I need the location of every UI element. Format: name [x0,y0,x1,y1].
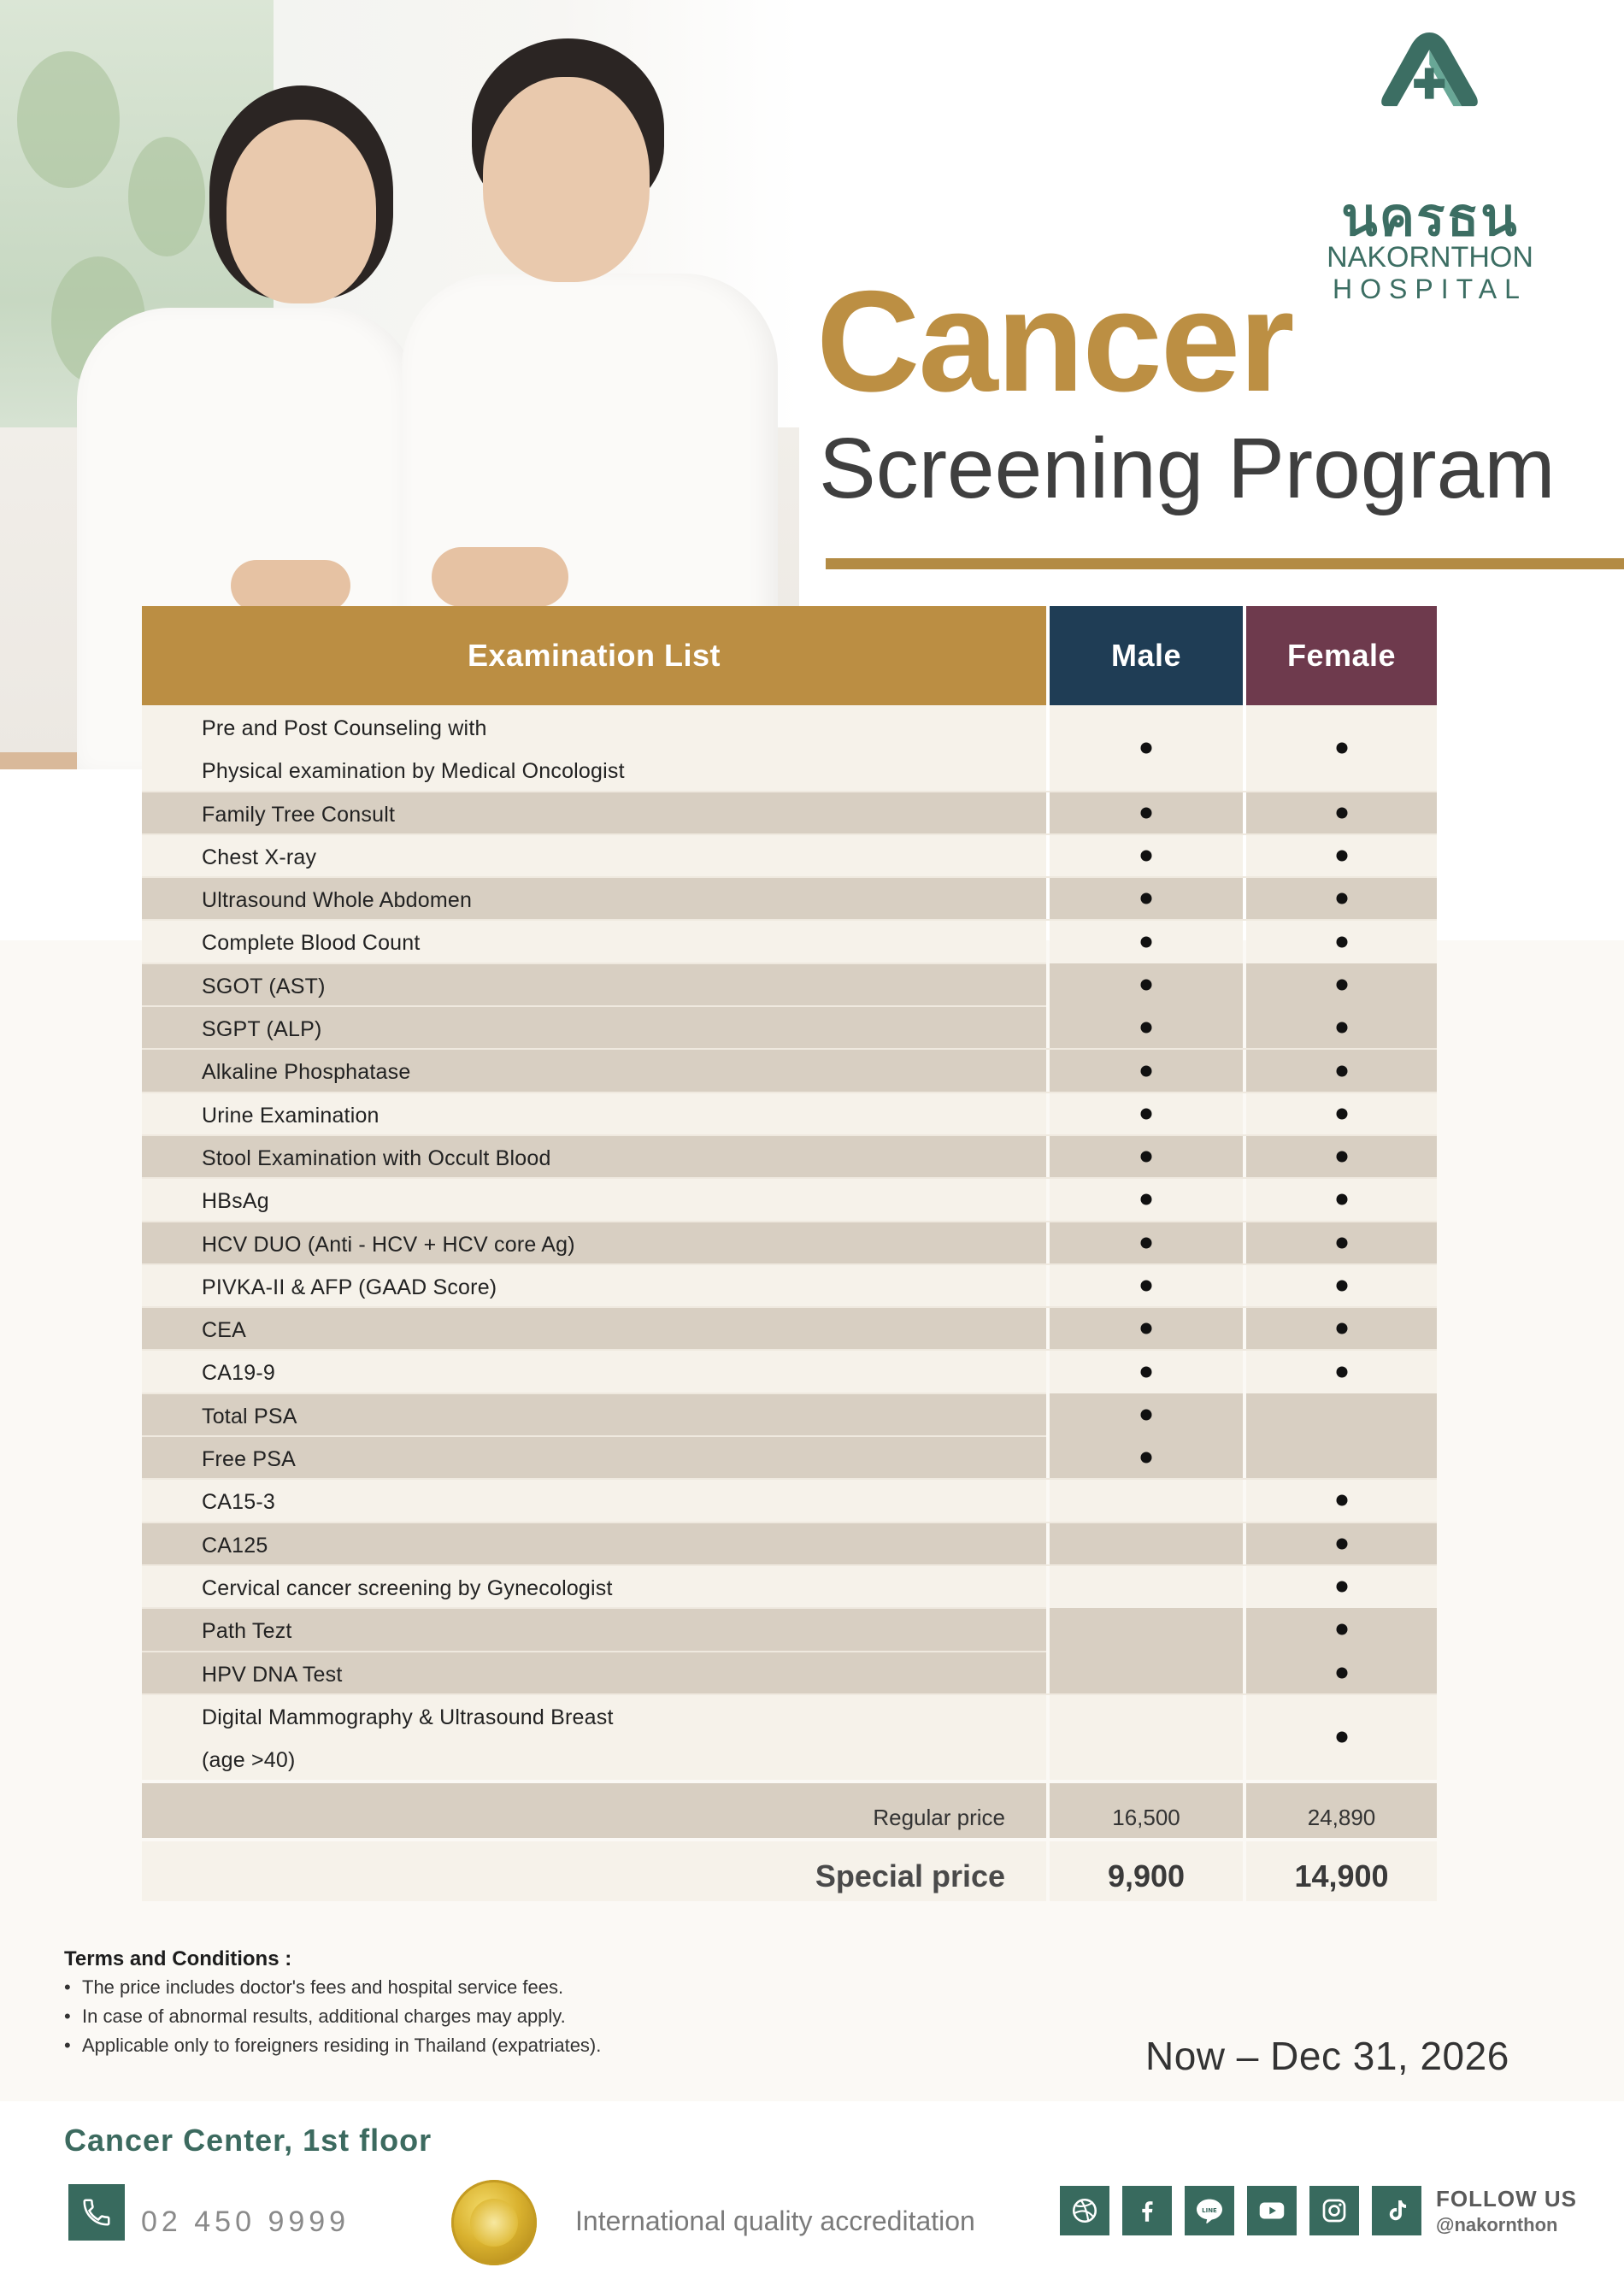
male-cell [1050,1522,1243,1565]
exam-name: CEA [202,1318,247,1343]
male-cell [1050,1264,1243,1307]
special-price-label: Special price [815,1858,1005,1894]
male-included-dot [1141,1409,1152,1420]
female-included-dot [1336,1194,1347,1205]
exam-name-cell [142,877,1046,920]
male-cell [1050,920,1243,963]
male-cell [1050,705,1243,792]
female-cell [1246,1135,1437,1178]
exam-name-cell [142,1178,1046,1221]
exam-name: Urine Examination [202,1103,380,1128]
exam-name-cell [142,1608,1046,1651]
row-divider [142,1306,1437,1308]
exam-name-cell [142,920,1046,963]
exam-name-cell [142,1006,1046,1049]
table-row [142,1135,1437,1178]
female-included-dot [1336,979,1347,990]
exam-name: Physical examination by Medical Oncologist [202,759,625,783]
phone-icon[interactable] [68,2184,125,2241]
male-cell [1050,834,1243,877]
male-cell [1050,1135,1243,1178]
table-row [142,877,1437,920]
male-cell [1050,1565,1243,1608]
page-title: Cancer [816,261,1293,421]
male-included-dot [1141,979,1152,990]
male-cell [1050,1092,1243,1135]
female-included-dot [1336,1151,1347,1163]
female-cell [1246,1178,1437,1221]
exam-name-cell [142,1264,1046,1307]
table-row [142,1522,1437,1565]
table-header [142,606,1437,705]
exam-name: Family Tree Consult [202,802,396,827]
svg-text:LINE: LINE [1202,2207,1217,2215]
instagram-icon[interactable] [1309,2186,1359,2235]
row-divider [142,876,1437,878]
female-cell [1246,1522,1437,1565]
terms-item: • Applicable only to foreigners residing in Thailand (expatriates). [64,2035,602,2056]
regular-price-female: 24,890 [1307,1805,1376,1831]
table-row [142,792,1437,834]
row-divider [142,1651,1046,1652]
regular-price-male: 16,500 [1112,1805,1180,1831]
exam-name: HBsAg [202,1189,269,1214]
male-cell [1050,1608,1243,1651]
male-cell [1050,1307,1243,1350]
female-cell [1246,1436,1437,1479]
header-examination-list: Examination List [142,606,1046,705]
exam-name-cell [142,1393,1046,1436]
female-included-dot [1336,1022,1347,1034]
table-row [142,1479,1437,1522]
male-included-dot [1141,1323,1152,1334]
table-row [142,705,1437,792]
exam-name-cell [142,705,1046,792]
female-included-dot [1336,1581,1347,1593]
row-divider [142,1393,1046,1394]
table-row [142,920,1437,963]
male-included-dot [1141,1108,1152,1119]
exam-name-cell [142,1222,1046,1264]
row-divider [142,1478,1437,1480]
female-included-dot [1336,1624,1347,1635]
accreditation-label: International quality accreditation [575,2206,975,2236]
male-included-dot [1141,1151,1152,1163]
row-divider [142,1607,1046,1609]
female-included-dot [1336,1495,1347,1506]
male-included-dot [1141,936,1152,947]
header-female: Female [1246,606,1437,705]
row-divider [142,791,1437,792]
male-included-dot [1141,1452,1152,1464]
exam-name-cell [142,1565,1046,1608]
male-included-dot [1141,743,1152,754]
female-cell [1246,1479,1437,1522]
exam-name: HPV DNA Test [202,1662,343,1687]
female-included-dot [1336,807,1347,818]
male-included-dot [1141,1065,1152,1076]
exam-name: CA19-9 [202,1361,275,1386]
row-divider [142,963,1046,964]
row-divider [142,1349,1437,1351]
terms-item: • The price includes doctor's fees and hospital service fees. [64,1976,564,1998]
page-subtitle: Screening Program [819,421,1556,516]
female-included-dot [1336,1065,1347,1076]
special-price-female: 14,900 [1294,1858,1389,1894]
female-cell [1246,705,1437,792]
female-cell [1246,834,1437,877]
terms-item: • In case of abnormal results, additional charges may apply. [64,2005,566,2027]
male-included-dot [1141,1194,1152,1205]
exam-name-cell [142,1436,1046,1479]
female-cell [1246,1222,1437,1264]
table-row [142,1565,1437,1608]
exam-name-cell [142,1652,1046,1694]
male-included-dot [1141,893,1152,904]
row-divider [142,1693,1437,1695]
phone-number[interactable]: 02 450 9999 [141,2206,350,2238]
regular-price-row [142,1783,1437,1838]
exam-name: Pre and Post Counseling with [202,716,487,740]
hospital-logo-icon [1338,32,1521,178]
exam-name-cell [142,834,1046,877]
female-cell [1246,1652,1437,1694]
female-included-dot [1336,1538,1347,1549]
title-divider [826,558,1624,569]
follow-us-label: FOLLOW US [1436,2186,1577,2211]
table-row [142,1436,1437,1479]
row-divider [142,919,1437,921]
female-cell [1246,1565,1437,1608]
male-cell [1050,1178,1243,1221]
male-cell [1050,1049,1243,1092]
exam-name-cell [142,963,1046,1006]
exam-name: SGOT (AST) [202,974,326,998]
exam-name: PIVKA-II & AFP (GAAD Score) [202,1275,497,1299]
youtube-icon[interactable] [1247,2186,1297,2235]
female-cell [1246,920,1437,963]
logo-name-line1: NAKORNTHON [1327,241,1533,274]
female-cell [1246,1350,1437,1393]
exam-name: Ultrasound Whole Abdomen [202,888,473,913]
row-divider [142,1092,1437,1093]
male-cell [1050,792,1243,834]
table-row [142,1222,1437,1264]
female-cell [1246,963,1437,1006]
male-included-dot [1141,1281,1152,1292]
promotion-period: Now – Dec 31, 2026 [1145,2034,1509,2078]
exam-name: Complete Blood Count [202,931,421,956]
exam-name: Alkaline Phosphatase [202,1060,411,1085]
table-row [142,1006,1437,1049]
exam-name-cell [142,1049,1046,1092]
row-divider [142,1263,1437,1265]
female-cell [1246,1608,1437,1651]
male-included-dot [1141,1366,1152,1377]
accreditation-seal-icon [451,2180,537,2265]
exam-name-cell [142,1307,1046,1350]
male-included-dot [1141,851,1152,862]
exam-name: CA125 [202,1533,268,1558]
exam-name-cell [142,1135,1046,1178]
special-price-male: 9,900 [1107,1858,1186,1894]
exam-name: Path Tezt [202,1619,292,1644]
female-included-dot [1336,743,1347,754]
male-cell [1050,1479,1243,1522]
exam-name: Stool Examination with Occult Blood [202,1146,551,1170]
male-cell [1050,1694,1243,1781]
exam-name-cell [142,1479,1046,1522]
table-row [142,1393,1437,1436]
table-row [142,1350,1437,1393]
row-divider [142,1005,1046,1007]
male-cell [1050,1652,1243,1694]
dribbble-icon[interactable] [1060,2186,1109,2235]
exam-name: CA15-3 [202,1490,275,1515]
male-cell [1050,963,1243,1006]
line-icon[interactable] [1185,2186,1234,2235]
exam-name: (age >40) [202,1747,296,1772]
table-row [142,1178,1437,1221]
female-included-dot [1336,1366,1347,1377]
regular-price-label: Regular price [873,1805,1005,1831]
terms-title: Terms and Conditions : [64,1947,292,1970]
row-divider [142,1134,1437,1136]
female-included-dot [1336,893,1347,904]
facebook-icon[interactable] [1122,2186,1172,2235]
male-included-dot [1141,1237,1152,1248]
female-cell [1246,1393,1437,1436]
male-cell [1050,877,1243,920]
row-divider [142,1564,1437,1566]
special-price-row [142,1841,1437,1901]
female-included-dot [1336,851,1347,862]
exam-name: SGPT (ALP) [202,1017,322,1042]
exam-name: Total PSA [202,1404,297,1428]
social-handle[interactable]: @nakornthon [1436,2214,1558,2235]
female-included-dot [1336,1732,1347,1743]
row-divider [142,1177,1437,1179]
exam-name-cell [142,1522,1046,1565]
male-cell [1050,1350,1243,1393]
row-divider [142,1221,1437,1222]
row-divider [142,1435,1046,1437]
female-cell [1246,1049,1437,1092]
female-cell [1246,1694,1437,1781]
table-row [142,1049,1437,1092]
female-included-dot [1336,936,1347,947]
examination-table [142,606,1437,1901]
female-included-dot [1336,1108,1347,1119]
table-row [142,1652,1437,1694]
table-row [142,1264,1437,1307]
female-cell [1246,1307,1437,1350]
female-cell [1246,1264,1437,1307]
table-row [142,1092,1437,1135]
female-included-dot [1336,1281,1347,1292]
exam-name-cell [142,1092,1046,1135]
table-row [142,1307,1437,1350]
table-body [142,705,1437,1780]
row-divider [142,1048,1437,1050]
exam-name: Chest X-ray [202,845,317,869]
table-row [142,1608,1437,1651]
exam-name-cell [142,1350,1046,1393]
female-included-dot [1336,1667,1347,1678]
female-cell [1246,792,1437,834]
logo-thai-name: นครธน [1341,186,1519,248]
tiktok-icon[interactable] [1372,2186,1421,2235]
table-row [142,834,1437,877]
logo-name-line2: HOSPITAL [1333,274,1527,304]
male-cell [1050,1222,1243,1264]
female-included-dot [1336,1237,1347,1248]
table-row [142,1694,1437,1781]
male-cell [1050,1436,1243,1479]
female-cell [1246,877,1437,920]
exam-name-cell [142,792,1046,834]
row-divider [142,833,1437,835]
male-included-dot [1141,807,1152,818]
male-included-dot [1141,1022,1152,1034]
exam-name: HCV DUO (Anti - HCV + HCV core Ag) [202,1232,575,1257]
exam-name-cell [142,1694,1046,1781]
exam-name: Digital Mammography & Ultrasound Breast [202,1705,614,1729]
header-male: Male [1050,606,1243,705]
exam-name: Free PSA [202,1447,296,1472]
location-label: Cancer Center, 1st floor [64,2123,432,2158]
row-divider [142,1522,1437,1523]
female-included-dot [1336,1323,1347,1334]
table-prices [142,1783,1437,1901]
table-row [142,963,1437,1006]
male-cell [1050,1393,1243,1436]
exam-name: Cervical cancer screening by Gynecologist [202,1575,613,1600]
female-cell [1246,1092,1437,1135]
male-cell [1050,1006,1243,1049]
female-cell [1246,1006,1437,1049]
